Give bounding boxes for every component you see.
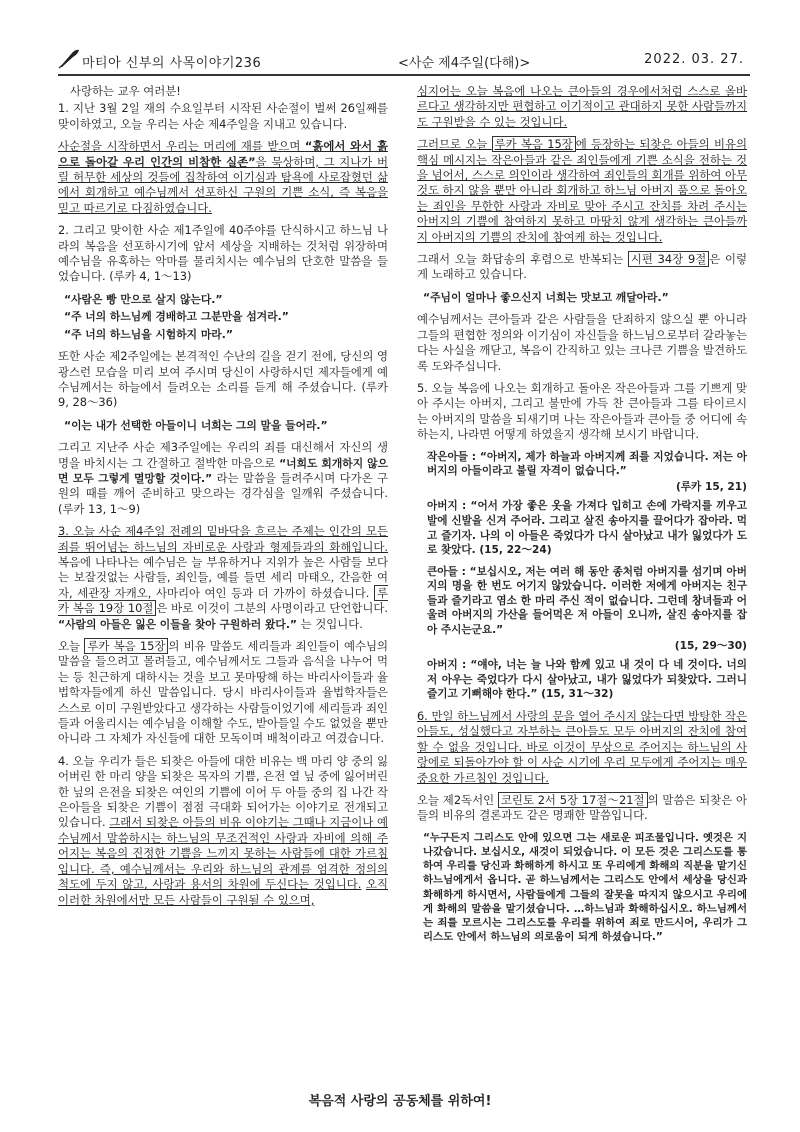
paragraph-5: 3. 오늘 사순 제4주일 전례의 밑바닥을 흐르는 주제는 인간의 모든 죄를 뛰어넘는 하느님의 자비로운 사랑과 형제들과의 화해입니다. 복음에 나타나는 예수님은 늘 부유하거나 지위가 높은 사람들 보다는 보잘것없는 사람들, 죄인들, 예를 들면 세리 마태오, 간음한 여자, 세관장 자캐오, 사마리아 여인 등과 더 가까이 하셨습니다. 루카 복음 19장 10절 은 바로 이것이 그분의 사명이라고 단언합니다. “사람의 아들은 잃은 이들을 찾아 구원하러 왔다.” 는 것입니다. xyxy=(58,524,388,631)
paragraph-r7: 오늘 제2독서인 코린토 2서 5장 17절～21절 의 말씀은 되찾은 아들의 비유의 결론과도 같은 명쾌한 말씀입니다. xyxy=(417,793,748,823)
paragraph-1: 1. 지난 3월 2일 재의 수요일부터 시작된 사순절이 벌써 26일째를 맞이하였고, 오늘 우리는 사순 제4주일을 지내고 있습니다. xyxy=(58,101,388,131)
dialogue-father-2: 아버지 : “얘야, 너는 늘 나와 함께 있고 내 것이 다 네 것이다. 너의 저 아우는 죽었다가 다시 살아났고, 내가 잃었다가 되찾았다. 그러니 즐기고 기뻐해야 한다.” (15, 31～32) xyxy=(427,659,747,701)
quote-bread: “사람은 빵 만으로 살지 않는다.” xyxy=(64,292,223,306)
paragraph-7: 4. 오늘 우리가 들은 되찾은 아들에 대한 비유는 백 마리 양 중의 잃어버린 한 마리 양을 되찾은 목자의 기쁨, 은전 열 닢 중에 잃어버린 한 닢의 은전을 되찾은 여인의 기쁨에 이어 두 아들 중의 집 나간 작은아들을 되찾은 기쁨이 점점 극대화 되어가는 이야기로 전개되고 있습니다. 그래서 되찾은 아들의 비유 이야기는 그때나 지금이나 예수님께서 말씀하시는 하느님의 무조건적인 사랑과 자비에 의해 주어지는 복음의 진정한 기쁨을 느끼지 못하는 사람들에 대한 가르침입니다. 즉, 예수님께서는 우리와 하느님의 관계를 엄격한 정의의 척도에 두지 않고, 사랑과 용서의 차원에 두신다는 것입니다. 오직 이러한 차원에서만 모든 사람들이 구원될 수 있으며, xyxy=(58,753,389,907)
quote-test: “주 너의 하느님을 시험하지 마라.” xyxy=(64,327,233,341)
footer-motto: 복음적 사랑의 공동체를 위하여! xyxy=(308,1094,492,1109)
paragraph-r2: 그러므로 오늘 루카 복음 15장 에 등장하는 되찾은 아들의 비유의 핵심 메시지는 작은아들과 같은 죄인들에게 기쁜 소식을 전하는 것을 넘어서, 스스로 의인이라 생각하여 죄인들의 회개를 위하여 아무것도 하지 않을 뿐만 아니라 회개하고 하느님 아버지 품으로 돌아오는 죄인을 무한한 사랑과 자비로 맞아 주시고 잔치를 차려 주시는 아버지의 기쁨에 참여하지 못하고 마땅치 않게 생각하는 큰아들까지 아버지의 기쁨의 잔치에 참여케 하는 것입니다. xyxy=(417,137,747,244)
left-column xyxy=(58,84,388,915)
paragraph-r4: 예수님께서는 큰아들과 같은 사람들을 단죄하지 않으실 뿐 아니라 그들의 편협한 정의와 이기심이 자신들을 하느님으로부터 갈라놓는다는 사실을 깨닫고, 복음이 간직하고 있는 크나큰 기쁨을 발견하도록 도와주십니다. xyxy=(417,312,747,373)
paragraph-3: 또한 사순 제2주일에는 본격적인 수난의 길을 걷기 전에, 당신의 영광스런 모습을 미리 보여 주시며 당신이 사랑하시던 제자들에게 예수님께서는 하늘에서 들려오는 소리를 듣게 해 주셨습니다. (루카 9, 28～36) xyxy=(58,349,388,410)
quote-new-creation: “누구든지 그리스도 안에 있으면 그는 새로운 피조물입니다. 옛것은 지나갔습니다. 보십시오, 새것이 되었습니다. 이 모든 것은 그리스도를 통하여 우리를 당신과 화해하게 하시고 또 우리에게 화해의 직분을 맡기신 하느님에게서 옵니다. 곧 하느님께서는 그리스도 안에서 세상을 당신과 화해하게 하시면서, 사람들에게 그들의 잘못을 따지지 않으시고 우리에게 화해의 말씀을 맡기셨습니다. …하느님과 화해하십시오. 하느님께서는 죄를 모르시는 그리스도를 우리를 위하여 죄로 만드시어, 우리가 그리스도 안에서 하느님의 의로움이 되게 하셨습니다.” xyxy=(423,831,747,944)
quill-pen-icon xyxy=(58,49,80,73)
scripture-ref-luke19: 루카 복음 19장 10절 xyxy=(58,585,388,616)
paragraph-4: 그리고 지난주 사순 제3주일에는 우리의 죄를 대신해서 자신의 생명을 바치시는 그 간절하고 절박한 마음으로 “너희도 회개하지 않으면 모두 그렇게 멸망할 것이다.” 라는 말씀을 들려주시며 다가온 구원의 때를 깨어 준비하고 맞으라는 경각심을 일깨워 주셨습니다. (루카 13, 1～9) xyxy=(58,440,389,516)
paragraph-2: 2. 그리고 맞이한 사순 제1주일에 40주야를 단식하시고 하느님 나라의 복음을 선포하시기에 앞서 세상을 지배하는 것처럼 위장하며 예수님을 유혹하는 악마를 물리치시는 예수님의 단호한 말씀을 들었습니다. (루카 4, 1～13) xyxy=(58,223,388,284)
paragraph-r5: 5. 오늘 복음에 나오는 회개하고 돌아온 작은아들과 그를 기쁘게 맞아 주시는 아버지, 그리고 불만에 가득 찬 큰아들과 그를 타이르시는 아버지의 말씀을 되새기며 나는 작은아들과 큰아들 중 어디에 속하는지, 나라면 어떻게 하였을지 생각해 보시기 바랍니다. xyxy=(417,380,747,442)
dialogue-block xyxy=(417,450,747,703)
paragraph-r3: 그래서 오늘 화답송의 후렴으로 반복되는 시편 34장 9절 은 이렇게 노래하고 있습니다. xyxy=(417,252,747,282)
greeting: 사랑하는 교우 여러분! xyxy=(70,84,181,98)
paragraph-1b: 사순절을 시작하면서 우리는 머리에 재를 받으며 “흙에서 와서 흙으로 돌아갈 우리 인간의 비참한 실존”을 묵상하며, 그 지나가 버릴 허무한 세상의 것들에 집착하여 이기심과 탐욕에 사로잡혔던 삶에서 회개하고 예수님께서 선포하신 구원의 기쁜 소식, 즉 복음을 믿고 따르기로 다짐하였습니다. xyxy=(58,139,388,215)
paragraph-r1: 심지어는 오늘 복음에 나오는 큰아들의 경우에서처럼 스스로 올바르다고 생각하지만 편협하고 이기적이고 관대하지 못한 사람들까지도 구원받을 수 있는 것입니다. xyxy=(417,84,747,129)
header-liturgical-day: <사순 제4주일(다해)> xyxy=(398,56,531,71)
paragraph-6: 오늘 루카 복음 15장 의 비유 말씀도 세리들과 죄인들이 예수님의 말씀을 들으려고 몰려들고, 예수님께서도 그들과 음식을 나누어 먹는 등 친근하게 대하시는 것을 보고 못마땅해 하는 바리사이들과 율법학자들에게 하신 말씀입니다. 당시 바리사이들과 율법학자들은 스스로 이미 구원받았다고 생각하는 사람들이었기에 세리들과 죄인들과 어울리시는 예수님을 이해할 수도, 받아들일 수도 없었을 뿐만 아니라 그 자체가 자신들에 대한 모독이며 배척이라고 여겼습니다. xyxy=(58,639,388,746)
dialogue-elder-son: 큰아들 : “보십시오, 저는 여러 해 동안 종처럼 아버지를 섬기며 아버지의 명을 한 번도 어기지 않았습니다. 이러한 저에게 아버지는 친구들과 즐기라고 염소 한 마리 주신 적이 없습니다. 그런데 창녀들과 어울려 아버지의 가산을 들어먹은 저 아들이 오니까, 살진 송아지를 잡아 주시는군요.” xyxy=(427,565,747,637)
dialogue-younger-son: 작은아들 : “아버지, 제가 하늘과 아버지께 죄를 지었습니다. 저는 아버지의 아들이라고 불릴 자격이 없습니다.” xyxy=(427,450,747,478)
dialogue-elder-son-ref: (15, 29～30) xyxy=(674,639,747,652)
scripture-ref-2cor5: 코린토 2서 5장 17절～21절 xyxy=(498,792,648,808)
scripture-ref-luke15-b: 루카 복음 15장 xyxy=(492,136,576,152)
quote-block-temptation xyxy=(58,292,388,342)
quote-chosen-son: “이는 내가 선택한 아들이니 너희는 그의 말을 들어라.” xyxy=(64,418,328,432)
quote-dust: “흙에서 와서 흙으로 돌아갈 우리 인간의 비참한 실존” xyxy=(58,139,388,169)
quote-son-of-man: “사람의 아들은 잃은 이들을 찾아 구원하러 왔다.” xyxy=(58,617,298,631)
scripture-ref-luke15: 루카 복음 15장 xyxy=(84,638,168,654)
dialogue-father-1: 아버지 : “어서 가장 좋은 옷을 가져다 입히고 손에 가락지를 끼우고 발에 신발을 신겨 주어라. 그리고 살진 송아지를 끌어다가 잡아라. 먹고 즐기자. 나의 이 아들은 죽었다가 다시 살아났고 내가 잃었다가 도로 찾았다. (15, 22～24) xyxy=(427,500,747,557)
header-series-title: 마티아 신부의 사목이야기236 xyxy=(82,56,262,71)
page-header xyxy=(58,50,750,76)
dialogue-younger-son-ref: (루카 15, 21) xyxy=(675,480,747,493)
paragraph-r6: 6. 만일 하느님께서 사랑의 문을 열어 주시지 않는다면 방탕한 작은 아들도, 성실했다고 자부하는 큰아들도 모두 아버지의 잔치에 참여할 수 없을 것입니다. 바로 이것이 무상으로 주어지는 하느님의 사랑에로 되돌아가야 할 이 사순 시기에 우리 모두에게 주어지는 매우 중요한 가르침인 것입니다. xyxy=(417,709,747,785)
scripture-ref-psalm34: 시편 34장 9절 xyxy=(628,251,709,267)
quote-repent: “너희도 회개하지 않으면 모두 그렇게 멸망할 것이다.” xyxy=(58,456,388,485)
right-column xyxy=(417,84,747,952)
header-date: 2022. 03. 27. xyxy=(644,52,744,67)
quote-worship: “주 너의 하느님께 경배하고 그분만을 섬겨라.” xyxy=(64,310,289,324)
quote-taste-and-see: “주님이 얼마나 좋으신지 너희는 맛보고 깨달아라.” xyxy=(423,290,669,304)
